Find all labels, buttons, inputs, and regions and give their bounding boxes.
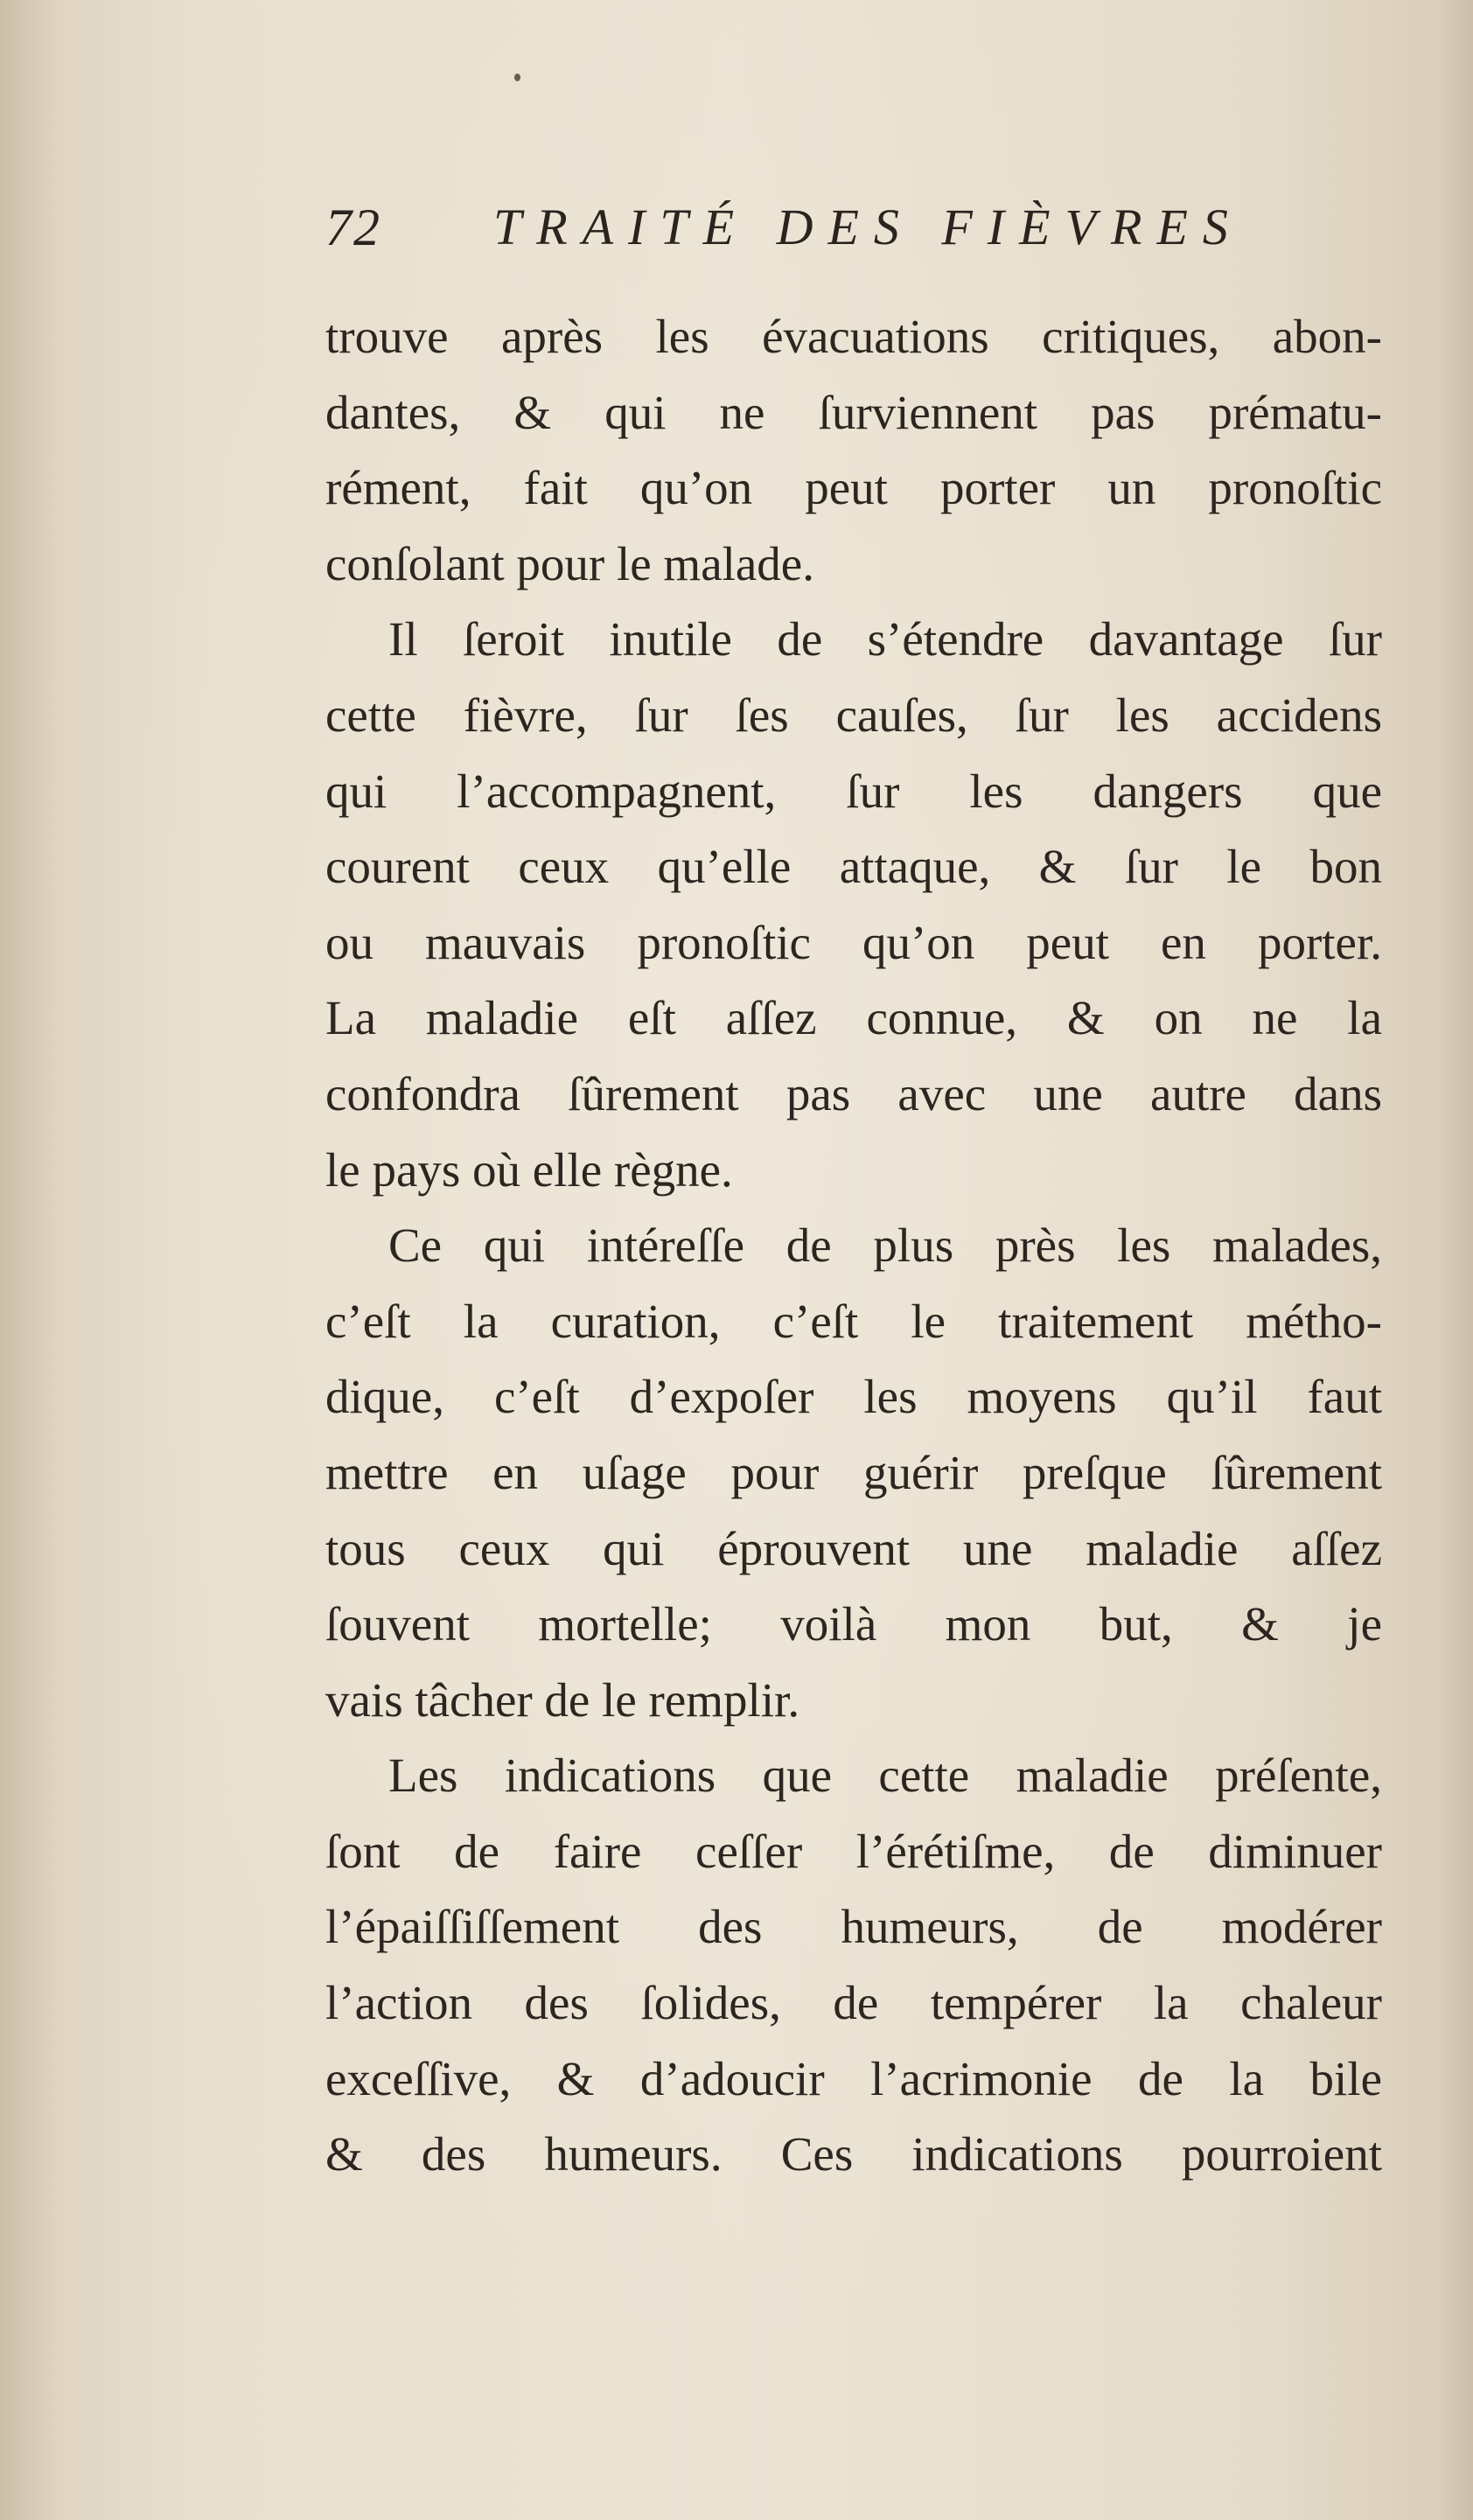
page-header [325, 198, 1401, 276]
text-line: l’épaiſſiſſement des humeurs, de modérer [325, 1900, 1382, 1954]
text-line: cette fièvre, ſur ſes cauſes, ſur les accidens [325, 688, 1382, 742]
text-line: l’action des ſolides, de tempérer la chaleur [325, 1976, 1382, 2030]
page-number: 72 [325, 199, 381, 256]
text-line: rément, fait qu’on peut porter un pronoſtic [325, 461, 1382, 515]
text-line: dique, c’eſt d’expoſer les moyens qu’il faut [325, 1370, 1382, 1424]
text-line: ſouvent mortelle; voilà mon but, & je [325, 1597, 1382, 1651]
text-line: mettre en uſage pour guérir preſque ſûrement [325, 1445, 1382, 1499]
gutter-shadow [0, 0, 61, 2520]
body-text [325, 299, 1382, 2193]
text-line: qui l’accompagnent, ſur les dangers que [325, 764, 1382, 818]
text-line: vais tâcher de le remplir. [325, 1672, 800, 1727]
text-line: conſolant pour le malade. [325, 536, 814, 590]
text-line: ſont de faire ceſſer l’érétiſme, de diminuer [325, 1824, 1382, 1878]
running-head: TRAITÉ DES FIÈVRES [493, 199, 1243, 255]
text-line: dantes, & qui ne ſurviennent pas prématu- [325, 385, 1382, 439]
text-line: confondra ſûrement pas avec une autre dans [325, 1066, 1382, 1120]
page-edge-shading [1438, 0, 1473, 2520]
text-line: exceſſive, & d’adoucir l’acrimonie de la bile [325, 2051, 1382, 2105]
text-line: Ce qui intéreſſe de plus près les malades, [388, 1218, 1382, 1273]
text-line: & des humeurs. Ces indications pourroient [325, 2127, 1382, 2181]
text-line: trouve après les évacuations critiques, abon- [325, 310, 1382, 363]
ink-speck [514, 73, 520, 81]
text-line: tous ceux qui éprouvent une maladie aſſez [325, 1521, 1382, 1575]
text-line: La maladie eſt aſſez connue, & on ne la [325, 991, 1382, 1045]
text-line: c’eſt la curation, c’eſt le traitement métho- [325, 1294, 1382, 1348]
text-line: Les indications que cette maladie préſente, [388, 1749, 1382, 1803]
text-line: le pays où elle règne. [325, 1142, 733, 1197]
text-line: Il ſeroit inutile de s’étendre davantage ſur [388, 612, 1382, 667]
text-line: courent ceux qu’elle attaque, & ſur le bon [325, 840, 1382, 894]
text-line: ou mauvais pronoſtic qu’on peut en porter. [325, 915, 1382, 969]
